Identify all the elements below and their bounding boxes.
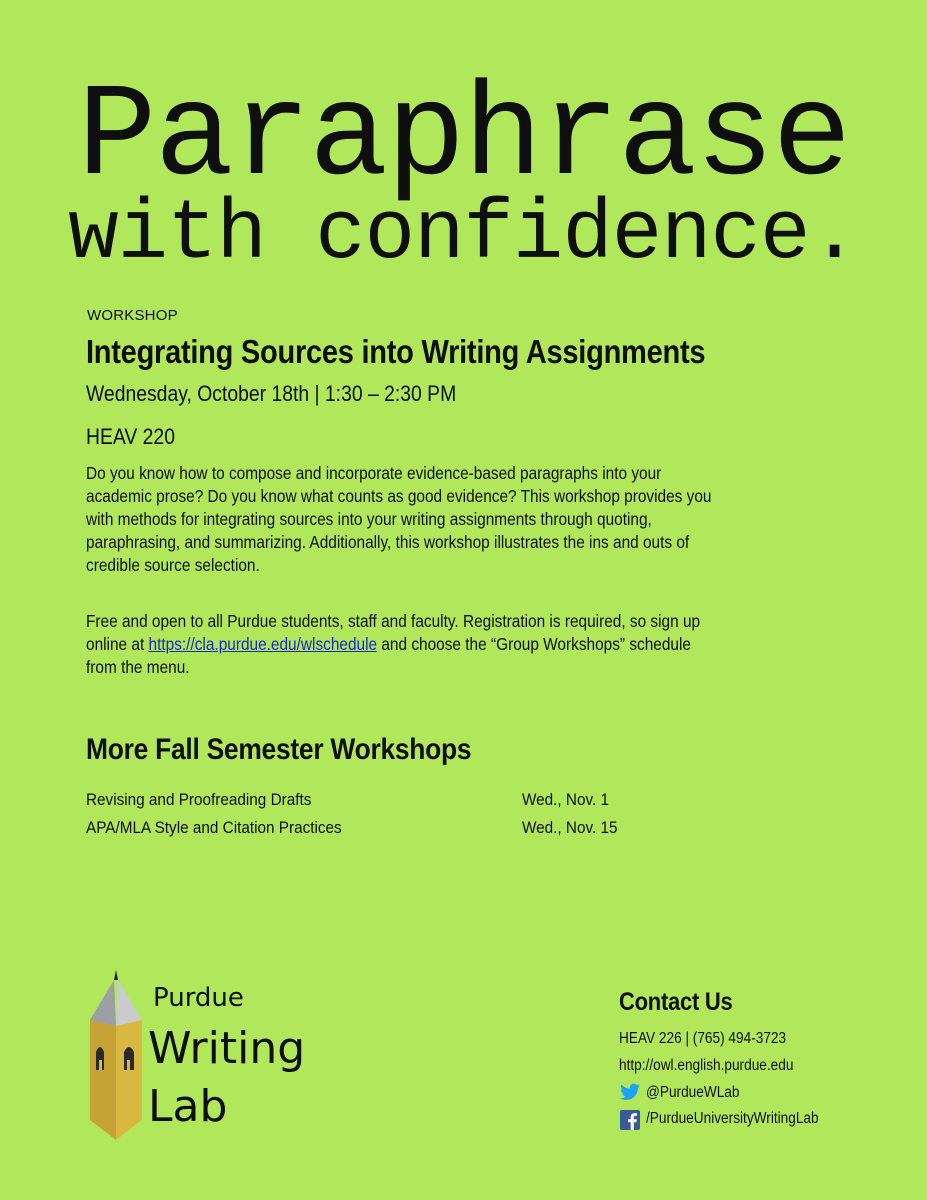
workshop-description (86, 462, 866, 577)
pencil-tower-icon (88, 968, 144, 1144)
workshop-item-name: Revising and Proofreading Drafts (86, 790, 312, 809)
logo-word-purdue: Purdue (153, 983, 244, 1013)
contact-title: Contact Us (619, 988, 733, 1016)
hero-title-line2: with confidence. (68, 188, 859, 283)
registration-line: from the menu. (86, 657, 190, 677)
contact-facebook[interactable]: /PurdueUniversityWritingLab (646, 1110, 819, 1127)
workshop-date-time: Wednesday, October 18th | 1:30 – 2:30 PM (86, 381, 457, 406)
registration-info (86, 610, 866, 679)
workshop-title: Integrating Sources into Writing Assignments (86, 333, 706, 370)
description-line: with methods for integrating sources into your writing assignments through quoting, (86, 509, 652, 529)
registration-link[interactable]: https://cla.purdue.edu/wlschedule (148, 634, 378, 654)
workshop-eyebrow: WORKSHOP (87, 307, 178, 324)
registration-line: Free and open to all Purdue students, staff and faculty. Registration is required, so sign up (86, 611, 701, 631)
registration-suffix: and choose the “Group Workshops” schedule (377, 634, 691, 654)
logo-word-lab: Lab (148, 1081, 228, 1132)
workshop-item-date: Wed., Nov. 1 (522, 790, 610, 809)
contact-website[interactable]: http://owl.english.purdue.edu (619, 1057, 794, 1074)
description-line: academic prose? Do you know what counts as good evidence? This workshop provides you (86, 486, 712, 506)
contact-twitter[interactable]: @PurdueWLab (646, 1084, 740, 1101)
registration-prefix: online at (86, 634, 149, 654)
workshop-item-date: Wed., Nov. 15 (522, 818, 618, 837)
workshop-room: HEAV 220 (86, 424, 175, 449)
facebook-icon (620, 1110, 640, 1130)
more-workshops-title: More Fall Semester Workshops (86, 733, 472, 766)
registration-line (86, 633, 772, 656)
twitter-icon (620, 1083, 640, 1101)
workshop-list-item (86, 790, 706, 816)
contact-address-phone: HEAV 226 | (765) 494-3723 (619, 1030, 787, 1047)
hero-title-line1: Paraphrase (77, 63, 850, 213)
description-line: paraphrasing, and summarizing. Additionally, this workshop illustrates the ins and outs of (86, 532, 690, 552)
description-line: credible source selection. (86, 555, 260, 575)
logo-word-writing: Writing (148, 1023, 306, 1074)
workshop-list-item (86, 818, 706, 844)
description-line: Do you know how to compose and incorporate evidence-based paragraphs into your (86, 463, 662, 483)
workshop-item-name: APA/MLA Style and Citation Practices (86, 818, 342, 837)
